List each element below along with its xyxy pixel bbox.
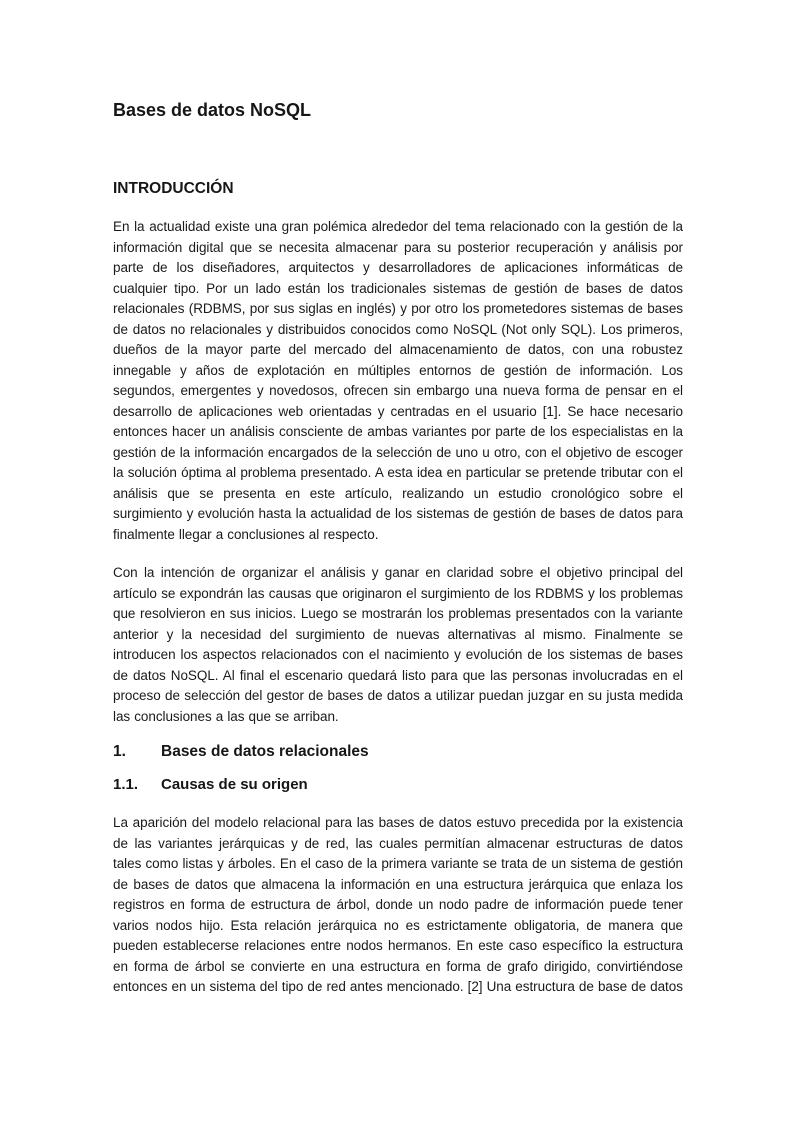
section-1-heading bbox=[113, 742, 683, 762]
section-1-1-paragraph: La aparición del modelo relacional para las bases de datos estuvo precedida por la existencia de las variantes jerárquicas y de red, las cuales permitían almacenar estructuras de datos tales como listas y árboles. En el caso de la primera variante se trata de un sistema de gestión de bases de datos que almacena la información en una estructura jerárquica que enlaza los registros en forma de estructura de árbol, donde un nodo padre de información puede tener varios nodos hijo. Esta relación jerárquica no es estrictamente obligatoria, de manera que pueden establecerse relaciones entre nodos hermanos. En este caso específico la estructura en forma de árbol se convierte en una estructura en forma de grafo dirigido, convirtiéndose entonces en un sistema del tipo de red antes mencionado. [2] Una estructura de base de datos bbox=[113, 815, 683, 994]
section-1-number: 1. bbox=[113, 743, 126, 760]
section-1-1-title: Causas de su origen bbox=[161, 776, 308, 793]
document-title: Bases de datos NoSQL bbox=[113, 100, 312, 120]
introduction-heading: INTRODUCCIÓN bbox=[113, 180, 234, 197]
intro-paragraph-1: En la actualidad existe una gran polémica alrededor del tema relacionado con la gestión de la información digital que se necesita almacenar para su posterior recuperación y análisis por parte de los diseñadores, arquitectos y desarrolladores de aplicaciones informáticas de cualquier tipo. Por un lado están los tradicionales sistemas de gestión de bases de datos relacionales (RDBMS, por sus siglas en inglés) y por otro los prometedores sistemas de bases de datos no relacionales y distribuidos conocidos como NoSQL (Not only SQL). Los primeros, dueños de la mayor parte del mercado del almacenamiento de datos, con una robustez innegable y años de explotación en múltiples entornos de gestión de información. Los segundos, emergentes y novedosos, ofrecen sin embargo una nueva forma de pensar en el desarrollo de aplicaciones web orientadas y centradas en el usuario [1]. Se hace necesario entonces hacer un análisis consciente de ambas variantes por parte de los especialistas en la gestión de la información encargados de la selección de uno u otro, con el objetivo de escoger la solución óptima al problema presentado. A esta idea en particular se pretende tributar con el análisis que se presenta en este artículo, realizando un estudio cronológico sobre el surgimiento y evolución hasta la actualidad de los sistemas de gestión de bases de datos para finalmente llegar a conclusiones al respecto. bbox=[113, 219, 683, 542]
section-1-1-number: 1.1. bbox=[113, 776, 139, 793]
section-1-1-heading bbox=[113, 775, 683, 795]
intro-paragraph-2: Con la intención de organizar el análisis y ganar en claridad sobre el objetivo principal del artículo se expondrán las causas que originaron el surgimiento de los RDBMS y los problemas que resolvieron en sus inicios. Luego se mostrarán los problemas presentados con la variante anterior y la necesidad del surgimiento de nuevas alternativas al mismo. Finalmente se introducen los aspectos relacionados con el nacimiento y evolución de los sistemas de bases de datos NoSQL. Al final el escenario quedará listo para que las personas involucradas en el proceso de selección del gestor de bases de datos a utilizar puedan juzgar en su justa medida las conclusiones a las que se arriban. bbox=[113, 565, 683, 724]
section-1-title: Bases de datos relacionales bbox=[161, 743, 369, 760]
